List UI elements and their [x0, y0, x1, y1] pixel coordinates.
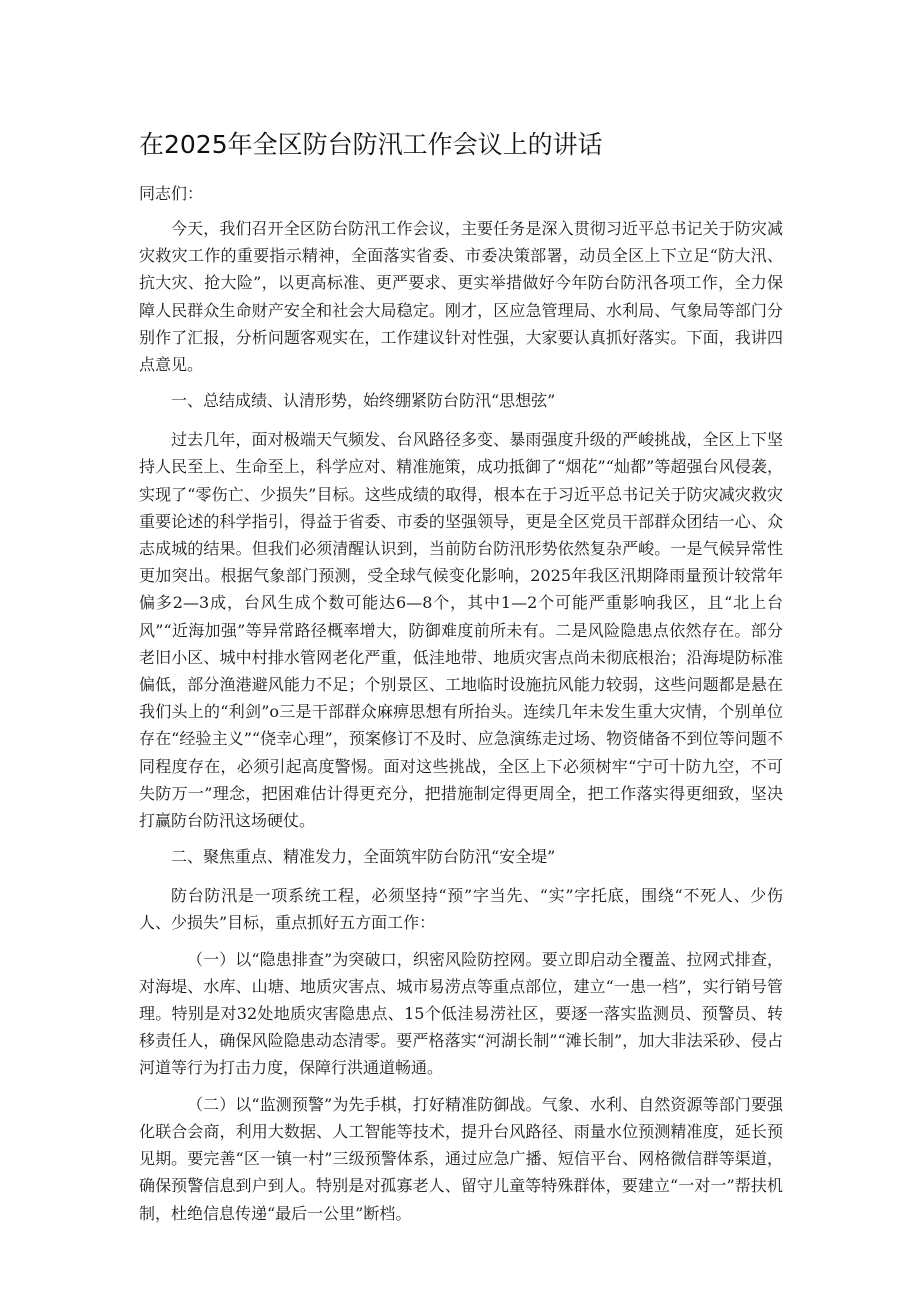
- section-2-heading: 二、聚焦重点、精准发力，全面筑牢防台防汛“安全堤”: [171, 847, 556, 867]
- section-1-paragraph: 过去几年，面对极端天气频发、台风路径多变、暴雨强度升级的严峻挑战，全区上下坚持人民至上、生命至上，科学应对、精准施策，成功抵御了“烟花”“灿都”等超强台风侵袭，实现了“零伤亡、少损失”目标。这些成绩的取得，根本在于习近平总书记关于防灾减灾救灾重要论述的科学指引，得益于省委、市委的坚强领导，更是全区党员干部群众团结一心、众志成城的结果。但我们必须清醒认识到，当前防台防汛形势依然复杂严峻。一是气候异常性更加突出。根据气象部门预测，受全球气候变化影响，2025年我区汛期降雨量预计较常年偏多2—3成，台风生成个数可能达6—8个，其中1—2个可能严重影响我区，且“北上台风”“近海加强”等异常路径概率增大，防御难度前所未有。二是风险隐患点依然存在。部分老旧小区、城中村排水管网老化严重，低洼地带、地质灾害点尚未彻底根治；沿海堤防标准偏低，部分渔港避风能力不足；个别景区、工地临时设施抗风能力较弱，这些问题都是悬在我们头上的“利剑”o三是干部群众麻痹思想有所抬头。连续几年未发生重大灾情，个别单位存在“经验主义”“侥幸心理”，预案修订不及时、应急演练走过场、物资储备不到位等问题不同程度存在，必须引起高度警惕。面对这些挑战，全区上下必须树牢“宁可十防九空，不可失防万一”理念，把困难估计得更充分，把措施制定得更周全，把工作落实得更细致，坚决打赢防台防汛这场硬仗。: [139, 430, 783, 831]
- section-2-intro-paragraph: 防台防汛是一项系统工程，必须坚持“预”字当先、“实”字托底，围绕“不死人、少伤人、少损失”目标，重点抓好五方面工作：: [139, 886, 783, 933]
- section-2-item-1: （一）以“隐患排查”为突破口，织密风险防控网。要立即启动全覆盖、拉网式排查，对海堤、水库、山塘、地质灾害点、城市易涝点等重点部位，建立“一患一档”，实行销号管理。特别是对32处地质灾害隐患点、15个低洼易涝社区，要逐一落实监测员、预警员、转移责任人，确保风险隐患动态清零。要严格落实“河湖长制”“滩长制”，加大非法采砂、侵占河道等行为打击力度，保障行洪通道畅通。: [139, 949, 783, 1078]
- document-title: 在2025年全区防台防汛工作会议上的讲话: [139, 130, 603, 159]
- section-1-heading: 一、总结成绩、认清形势，始终绷紧防台防汛“思想弦”: [171, 391, 556, 411]
- intro-paragraph: 今天，我们召开全区防台防汛工作会议，主要任务是深入贯彻习近平总书记关于防灾减灾救灾工作的重要指示精神，全面落实省委、市委决策部署，动员全区上下立足“防大汛、抗大灾、抢大险”，以更高标准、更严要求、更实举措做好今年防台防汛各项工作，全力保障人民群众生命财产安全和社会大局稳定。刚才，区应急管理局、水利局、气象局等部门分别作了汇报，分析问题客观实在，工作建议针对性强，大家要认真抓好落实。下面，我讲四点意见。: [139, 219, 783, 375]
- salutation: 同志们：: [139, 184, 204, 203]
- section-2-item-2: （二）以“监测预警”为先手棋，打好精准防御战。气象、水利、自然资源等部门要强化联合会商，利用大数据、人工智能等技术，提升台风路径、雨量水位预测精准度，延长预见期。要完善“区一镇一村”三级预警体系，通过应急广播、短信平台、网格微信群等渠道，确保预警信息到户到人。特别是对孤寡老人、留守儿童等特殊群体，要建立“一对一”帮扶机制，杜绝信息传递“最后一公里”断档。: [139, 1094, 783, 1223]
- document-body: [139, 126, 783, 1236]
